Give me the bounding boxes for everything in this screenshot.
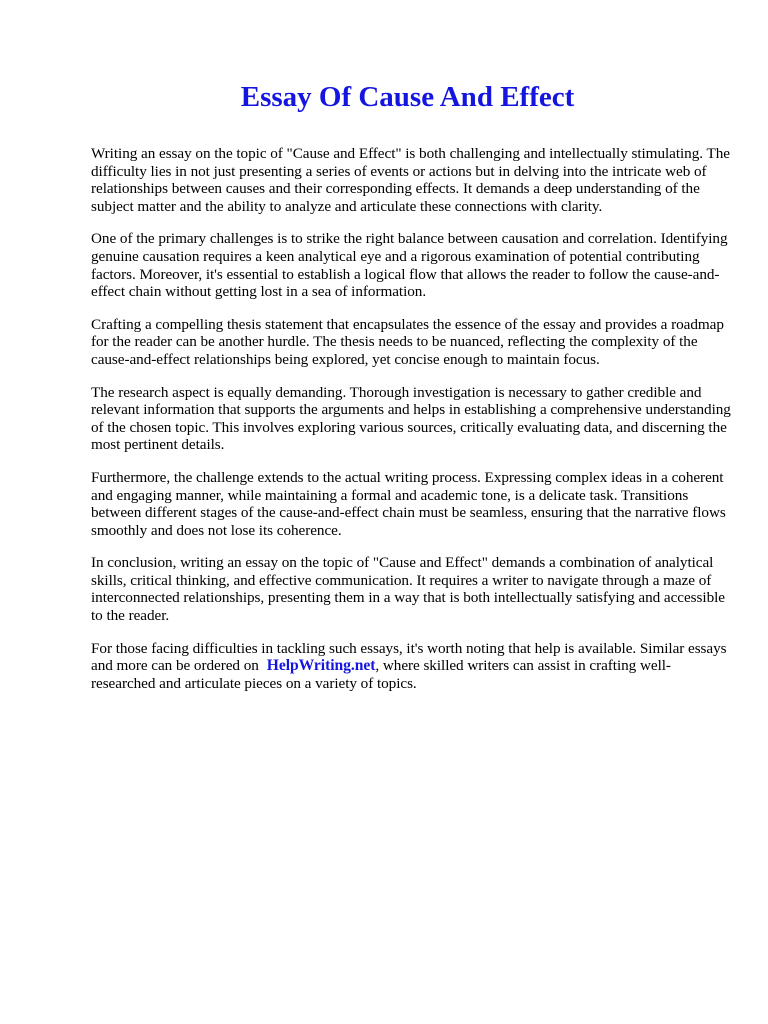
- page-title: Essay Of Cause And Effect: [240, 81, 575, 113]
- closing-text-before-link: For those facing difficulties in tackling such essays, it's worth noting that help is available. Similar essays and more can be ordered on: [91, 639, 727, 675]
- paragraph-conclusion: In conclusion, writing an essay on the topic of "Cause and Effect" demands a combination of analytical skills, critical thinking, and effective communication. It requires a writer to navigate through a maze of interconnected relationships, presenting them in a way that is both intellectually satisfying and accessible to the reader.: [91, 554, 725, 625]
- paragraph-thesis: Crafting a compelling thesis statement that encapsulates the essence of the essay and provides a roadmap for the reader can be another hurdle. The thesis needs to be nuanced, reflecting the complexity of the cause-and-effect relationships being explored, yet concise enough to maintain focus.: [91, 315, 724, 368]
- paragraph-closing: [91, 640, 731, 693]
- essay-body: [91, 145, 731, 707]
- paragraph-writing-process: Furthermore, the challenge extends to the actual writing process. Expressing complex ideas in a coherent and engaging manner, while maintaining a formal and academic tone, is a delicate task. Transitions between different stages of the cause-and-effect chain must be seamless, ensuring that the narrative flows smoothly and does not lose its coherence.: [91, 468, 726, 539]
- closing-text-after-link: , where skilled writers can assist in crafting well-researched and articulate pieces on a variety of topics.: [91, 657, 671, 692]
- paragraph-intro: Writing an essay on the topic of "Cause and Effect" is both challenging and intellectually stimulating. The difficulty lies in not just presenting a series of events or actions but in delving into the intricate web of relationships between causes and their corresponding effects. It demands a deep understanding of the subject matter and the ability to analyze and articulate these connections with clarity.: [91, 145, 730, 215]
- helpwriting-link[interactable]: HelpWriting.net: [266, 657, 376, 675]
- paragraph-research: The research aspect is equally demanding. Thorough investigation is necessary to gather credible and relevant information that supports the arguments and helps in establishing a comprehensive understanding of the chosen topic. This involves exploring various sources, critically evaluating data, and discerning the most pertinent details.: [91, 383, 731, 454]
- paragraph-causation: One of the primary challenges is to strike the right balance between causation and correlation. Identifying genuine causation requires a keen analytical eye and a rigorous examination of potential contributing factors. Moreover, it's essential to establish a logical flow that allows the reader to follow the cause-and-effect chain without getting lost in a sea of information.: [91, 230, 728, 301]
